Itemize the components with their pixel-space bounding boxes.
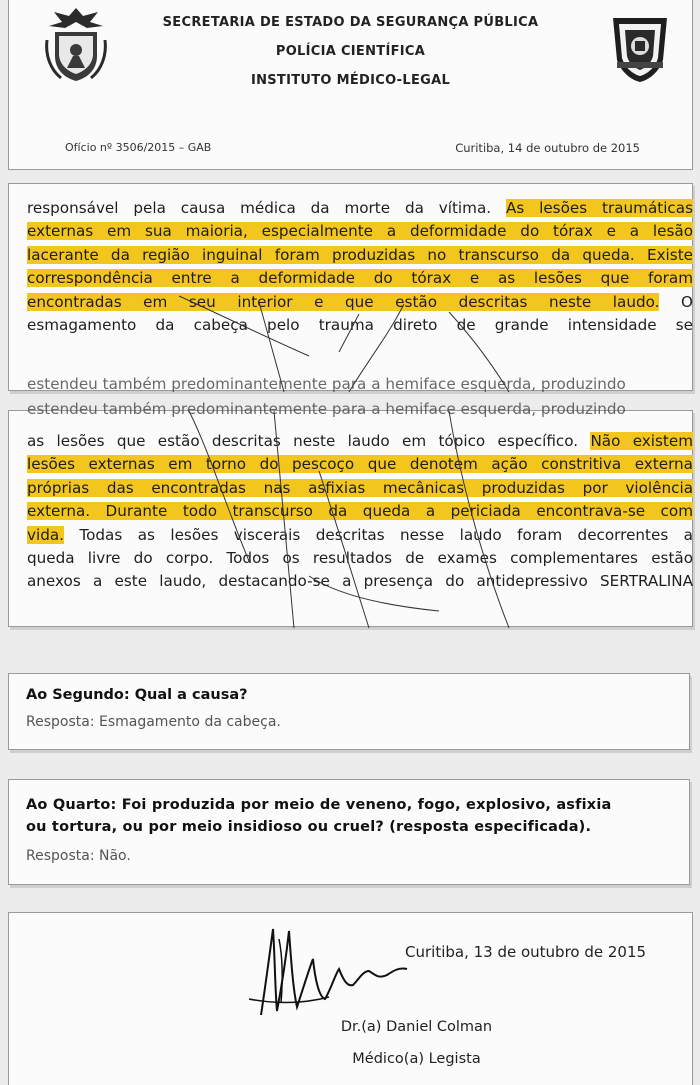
text-line: próprias das encontradas nas asfixias mecânicas produzidas por violência: [27, 478, 693, 497]
text-line: externas em sua maioria, especialmente a deformidade do tórax e a lesão: [27, 222, 693, 241]
cut-off-line: estendeu também predominantemente para a hemiface esquerda, produzindo: [27, 400, 626, 418]
report-excerpt-2: [8, 400, 694, 627]
text-line: responsável pela causa médica da morte da vítima. As lesões traumáticas: [27, 199, 693, 217]
report-excerpt-1: [8, 183, 693, 391]
header-secretaria: SECRETARIA DE ESTADO DA SEGURANÇA PÚBLICA: [162, 15, 539, 30]
header-date: Curitiba, 14 de outubro de 2015: [455, 141, 640, 155]
text-line: lesões externas em torno do pescoço que denotem ação constritiva externa: [27, 455, 693, 474]
question-answer: Resposta: Esmagamento da cabeça.: [26, 714, 281, 730]
text-line: externa. Durante todo transcurso da queda a periciada encontrava-se com: [27, 502, 693, 521]
question-title: Ao Quarto: Foi produzida por meio de veneno, fogo, explosivo, asfixia ou tortura, ou por meio insidioso ou cruel? (resposta especificada).: [26, 797, 612, 835]
text-line: correspondência entre a deformidade do tórax e as lesões que foram: [27, 269, 693, 288]
signature-date: Curitiba, 13 de outubro de 2015: [405, 943, 647, 961]
header-instituto: INSTITUTO MÉDICO-LEGAL: [250, 73, 451, 88]
text-line: vida. Todas as lesões viscerais descritas nesse laudo foram decorrentes a: [27, 525, 693, 544]
report-text-1: [27, 197, 693, 337]
oficio-number: Ofício nº 3506/2015 – GAB: [65, 141, 212, 154]
question-segundo: [8, 673, 690, 750]
text-line: encontradas em seu interior e que estão descritas neste laudo. O: [27, 292, 693, 311]
doctor-role: Médico(a) Legista: [352, 1051, 481, 1067]
policia-cientifica-seal-icon: [607, 10, 673, 84]
handwritten-signature-icon: [239, 919, 439, 1019]
cut-off-line: estendeu também predominantemente para a hemiface esquerda, produzindo: [27, 375, 626, 393]
signature-block: [8, 912, 693, 1085]
question-quarto: [8, 779, 690, 885]
question-title: Ao Segundo: Qual a causa?: [26, 687, 248, 703]
doctor-name: Dr.(a) Daniel Colman: [340, 1019, 493, 1035]
report-text-2: [27, 430, 693, 594]
text-line: as lesões que estão descritas neste laudo em tópico específico. Não existem: [27, 432, 694, 450]
question-answer: Resposta: Não.: [26, 848, 131, 864]
text-line: queda livre do corpo. Todos os resultados de exames complementares estão: [27, 549, 693, 568]
text-line: lacerante da região inguinal foram produzidas no transcurso da queda. Existe: [27, 245, 693, 264]
header-policia: POLÍCIA CIENTÍFICA: [275, 44, 426, 59]
text-line: anexos a este laudo, destacando-se a presença do antidepressivo SERTRALINA: [27, 572, 693, 591]
text-line: esmagamento da cabeça pelo trauma direto de grande intensidade se: [27, 316, 693, 335]
document-header: [8, 0, 693, 170]
